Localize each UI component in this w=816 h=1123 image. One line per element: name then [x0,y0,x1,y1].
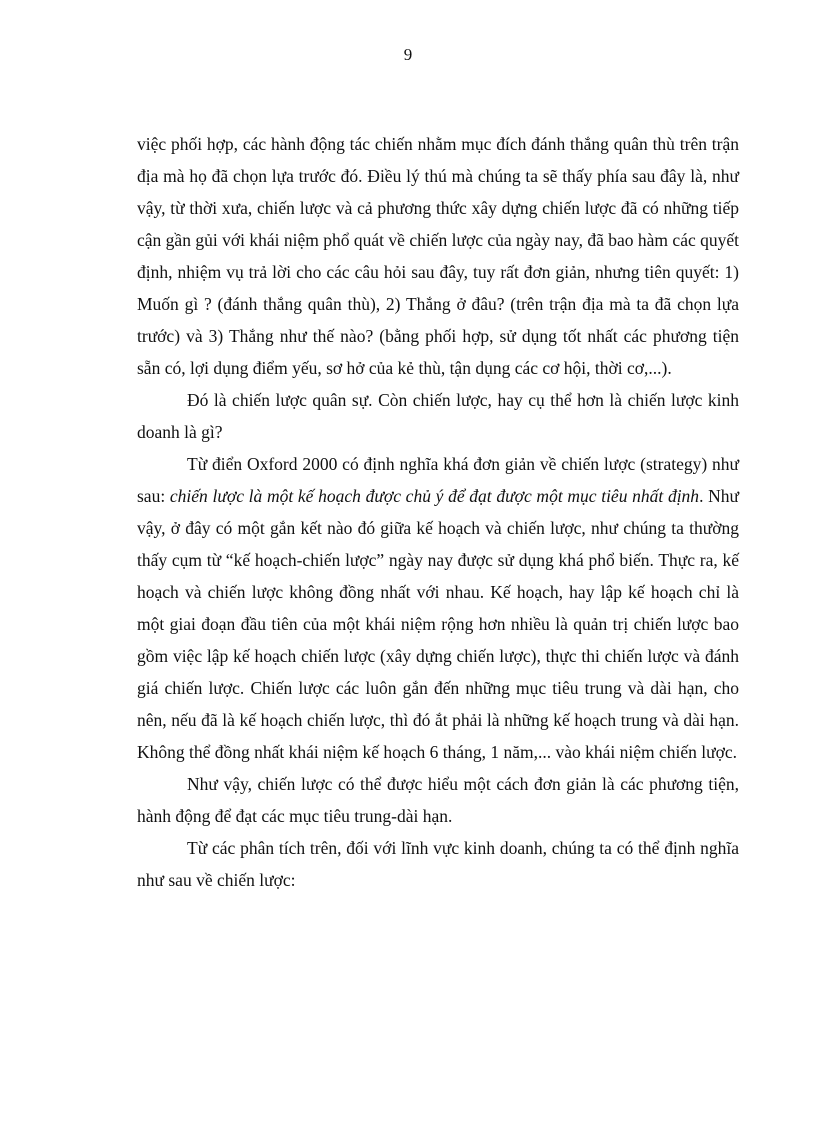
paragraph-2: Đó là chiến lược quân sự. Còn chiến lược, hay cụ thể hơn là chiến lược kinh doanh là gì? [137,390,739,442]
paragraph-1: việc phối hợp, các hành động tác chiến nhằm mục đích đánh thắng quân thù trên trận địa mà họ đã chọn lựa trước đó. Điều lý thú mà chúng ta sẽ thấy phía sau đây là, như vậy, từ thời xưa, chiến lược và cả phương thức xây dựng chiến lược đã có những tiếp cận gần gủi với khái niệm phổ quát về chiến lược của ngày nay, đã bao hàm các quyết định, nhiệm vụ trả lời cho các câu hỏi sau đây, tuy rất đơn giản, nhưng tiên quyết: 1) Muốn gì ? (đánh thắng quân thù), 2) Thắng ở đâu? (trên trận địa mà ta đã chọn lựa trước) và 3) Thắng như thế nào? (bằng phối hợp, sử dụng tốt nhất các phương tiện sẵn có, lợi dụng điểm yếu, sơ hở của kẻ thù, tận dụng các cơ hội, thời cơ,...). [137,134,739,378]
paragraph-3 [137,448,739,768]
page-number: 9 [403,45,413,64]
definition-italic: chiến lược là một kế hoạch được chủ ý để đạt được một mục tiêu nhất định [169,486,700,506]
paragraph-4: Như vậy, chiến lược có thể được hiểu một cách đơn giản là các phương tiện, hành động để đạt các mục tiêu trung-dài hạn. [137,774,739,826]
document-body [137,128,739,896]
paragraph-5: Từ các phân tích trên, đối với lĩnh vực kinh doanh, chúng ta có thể định nghĩa như sau về chiến lược: [137,838,739,890]
paragraph-3-lead: Từ điển Oxford 2000 có định nghĩa khá đơn giản về chiến lược (strategy) như sau: [137,454,739,506]
paragraph-3-rest: . Như vậy, ở đây có một gắn kết nào đó giữa kế hoạch và chiến lược, như chúng ta thường thấy cụm từ “kế hoạch-chiến lược” ngày nay được sử dụng khá phổ biến. Thực ra, kế hoạch và chiến lược không đồng nhất với nhau. Kế hoạch, hay lập kế hoạch chỉ là một giai đoạn đầu tiên của một khái niệm rộng hơn nhiều là quản trị chiến lược bao gồm việc lập kế hoạch chiến lược (xây dựng chiến lược), thực thi chiến lược và đánh giá chiến lược. Chiến lược các luôn gắn đến những mục tiêu trung và dài hạn, cho nên, nếu đã là kế hoạch chiến lược, thì đó ắt phải là những kế hoạch trung và dài hạn. Không thể đồng nhất khái niệm kế hoạch 6 tháng, 1 năm,... vào khái niệm chiến lược. [137,486,739,762]
